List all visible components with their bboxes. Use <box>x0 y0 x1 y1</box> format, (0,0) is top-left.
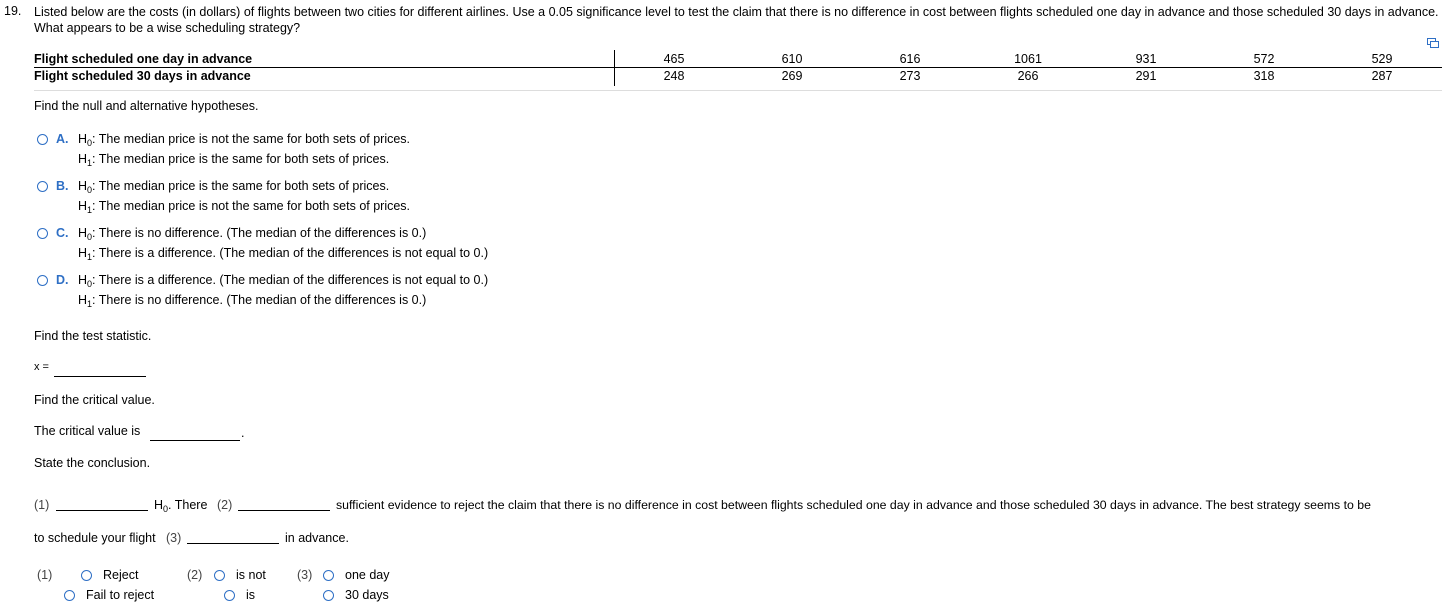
choice-fail-to-reject-label: Fail to reject <box>86 588 155 602</box>
choice-reject-radio[interactable] <box>81 570 92 581</box>
conclusion-sentence: sufficient evidence to reject the claim that there is no difference in cost between flights scheduled one day in advance and those scheduled 30 days in advance. The best strategy seems to be <box>336 498 1371 512</box>
table-cell: 266 <box>1017 69 1039 83</box>
hypotheses-prompt: Find the null and alternative hypotheses. <box>34 99 259 113</box>
table-cell: 273 <box>899 69 921 83</box>
blank3-dropdown[interactable] <box>187 530 279 544</box>
blank2-dropdown[interactable] <box>238 497 330 511</box>
option-a-h1: $H_1$: The median price is the same for both sets of prices. <box>78 152 390 168</box>
table-vertical-divider <box>614 50 615 86</box>
option-b-radio[interactable] <box>37 181 48 192</box>
table-cell: 572 <box>1253 52 1275 66</box>
choice-is-radio[interactable] <box>224 590 235 601</box>
option-d-letter: D. <box>56 273 69 287</box>
option-b-letter: B. <box>56 179 69 193</box>
blank1-dropdown[interactable] <box>56 497 148 511</box>
table-cell: 1061 <box>1014 52 1042 66</box>
choice-30-days-label: 30 days <box>345 588 389 602</box>
option-b-h1: $H_1$: The median price is not the same for both sets of prices. <box>78 199 411 215</box>
critical-value-period: . <box>241 426 245 440</box>
choice-group1-label: (1) <box>37 568 53 582</box>
blank2-label: (2) <box>217 498 233 512</box>
critical-value-input[interactable] <box>150 426 240 441</box>
conclusion-line2-pre: to schedule your flight <box>34 531 156 545</box>
test-statistic-prompt: Find the test statistic. <box>34 329 152 343</box>
option-c-h1: $H_1$: There is a difference. (The median of the differences is not equal to 0.) <box>78 246 489 262</box>
option-d-h1: $H_1$: There is no difference. (The median of the differences is 0.) <box>78 293 427 309</box>
option-a-letter: A. <box>56 132 69 146</box>
critical-value-label: The critical value is <box>34 424 141 438</box>
table-cell: 616 <box>899 52 921 66</box>
choice-is-not-radio[interactable] <box>214 570 225 581</box>
table-divider <box>34 67 1442 68</box>
option-d-radio[interactable] <box>37 275 48 286</box>
test-statistic-input[interactable] <box>54 363 146 377</box>
option-b-h0: $H_0$: The median price is the same for both sets of prices. <box>78 179 390 195</box>
choice-30-days-radio[interactable] <box>323 590 334 601</box>
conclusion-line2-post: in advance. <box>285 531 349 545</box>
choice-reject-label: Reject <box>103 568 139 582</box>
test-statistic-label: x = <box>34 361 49 373</box>
choice-is-not-label: is not <box>236 568 266 582</box>
choice-group3-label: (3) <box>297 568 313 582</box>
table-cell: 269 <box>781 69 803 83</box>
question-number: 19. <box>4 4 22 18</box>
table-cell: 287 <box>1371 69 1393 83</box>
row2-label: Flight scheduled 30 days in advance <box>34 69 251 83</box>
choice-is-label: is <box>246 588 256 602</box>
table-cell: 248 <box>663 69 685 83</box>
option-c-letter: C. <box>56 226 69 240</box>
table-cell: 465 <box>663 52 685 66</box>
option-c-radio[interactable] <box>37 228 48 239</box>
blank3-label: (3) <box>166 531 182 545</box>
choice-group2-label: (2) <box>187 568 203 582</box>
option-a-radio[interactable] <box>37 134 48 145</box>
choice-fail-to-reject-radio[interactable] <box>64 590 75 601</box>
table-cell: 610 <box>781 52 803 66</box>
copy-data-icon[interactable] <box>1427 38 1439 48</box>
option-a-h0: $H_0$: The median price is not the same for both sets of prices. <box>78 132 411 148</box>
option-c-h0: $H_0$: There is no difference. (The median of the differences is 0.) <box>78 226 427 242</box>
choice-one-day-label: one day <box>345 568 390 582</box>
question-text: Listed below are the costs (in dollars) of flights between two cities for different airlines. Use a 0.05 significance level to test the claim that there is no difference in cost between flights scheduled one day in advance and those scheduled 30 days in advance. What appears to be a wise scheduling strategy? <box>34 5 1439 35</box>
blank1-label: (1) <box>34 498 50 512</box>
table-cell: 931 <box>1135 52 1157 66</box>
table-cell: 318 <box>1253 69 1275 83</box>
option-d-h0: $H_0$: There is a difference. (The median of the differences is not equal to 0.) <box>78 273 489 289</box>
table-bottom-border <box>34 90 1442 91</box>
table-cell: 529 <box>1371 52 1393 66</box>
critical-value-prompt: Find the critical value. <box>34 393 155 407</box>
table-cell: 291 <box>1135 69 1157 83</box>
choice-one-day-radio[interactable] <box>323 570 334 581</box>
h0-symbol: $H_0$. There <box>154 498 208 514</box>
row1-label: Flight scheduled one day in advance <box>34 52 253 66</box>
conclusion-prompt: State the conclusion. <box>34 456 151 470</box>
